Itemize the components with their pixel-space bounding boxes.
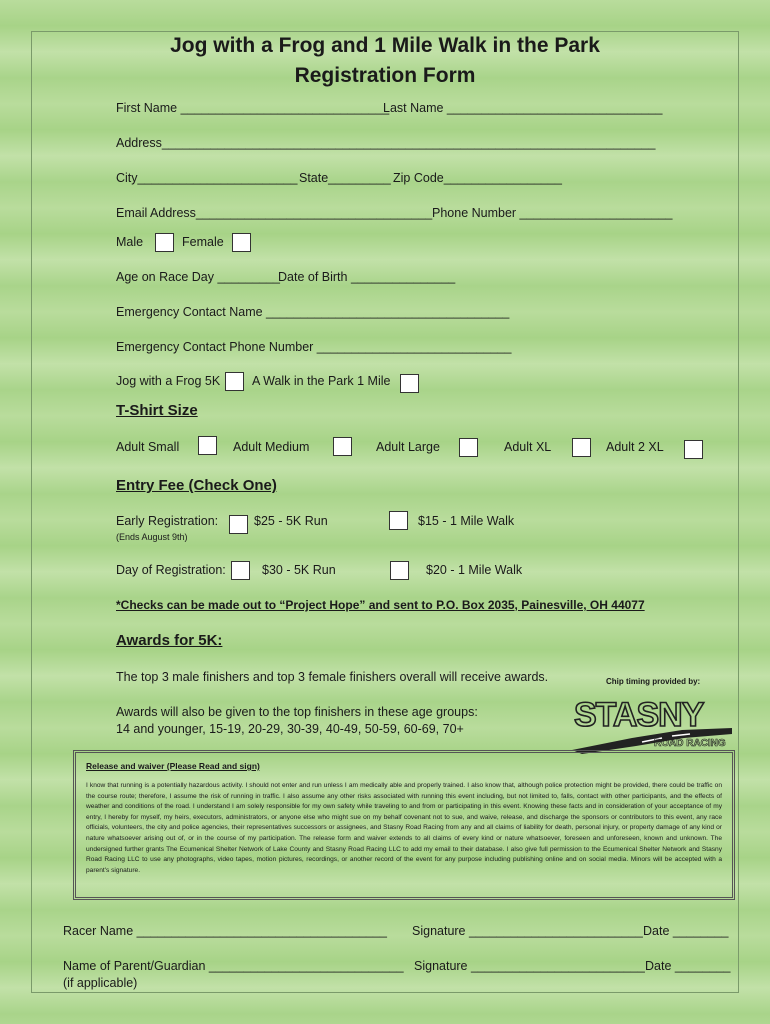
day-5k-checkbox[interactable]	[231, 561, 250, 580]
awards-age-groups: 14 and younger, 15-19, 20-29, 30-39, 40-49, 50-59, 60-69, 70+	[116, 722, 464, 736]
size-large-label: Adult Large	[376, 440, 440, 454]
awards-overall-text: The top 3 male finishers and top 3 female finishers overall will receive awards.	[116, 670, 549, 684]
walk-1mile-label: A Walk in the Park 1 Mile	[252, 374, 391, 388]
size-large-checkbox[interactable]	[459, 438, 478, 457]
first-name-field[interactable]: First Name ______________________________	[116, 101, 390, 115]
waiver-title: Release and waiver (Please Read and sign)	[86, 761, 260, 771]
phone-field[interactable]: Phone Number ______________________	[432, 206, 673, 220]
address-field[interactable]: Address_______________________________________________________________________	[116, 136, 656, 150]
entry-fee-heading: Entry Fee (Check One)	[116, 477, 277, 494]
early-5k-checkbox[interactable]	[229, 515, 248, 534]
stasny-logo-graphic	[572, 694, 732, 754]
svg-text:STASNY: STASNY	[574, 696, 704, 734]
size-xl-checkbox[interactable]	[572, 438, 591, 457]
size-2xl-label: Adult 2 XL	[606, 440, 664, 454]
release-waiver-box	[73, 750, 735, 900]
if-applicable-note: (if applicable)	[63, 976, 138, 990]
early-registration-note: (Ends August 9th)	[116, 532, 188, 542]
jog-5k-checkbox[interactable]	[225, 372, 244, 391]
age-field[interactable]: Age on Race Day _________	[116, 270, 281, 284]
waiver-text: I know that running is a potentially hazardous activity. I should not enter and run unless I am medically able and properly trained. I also know that, although police protection might be provided, there could be traffic on the course route; therefore, I assume the risk of running in traffic. I also assume any other risks associated with running this event including, but not limited to, falls, contact with other participants, and the effects of weather and conditions of the road. I understand I am solely responsible for my own safety while traveling to and from or participating in this event. Knowing these facts and in consideration of your acceptance of my entry, I hereby for myself, my heirs, executors, administrators, or anyone else who might sue on my behalf covenant not to sue, and waive, release, and discharge the sponsors or contributors to this event, any race officials, volunteers, the city and police agencies, their representatives successors or assignees, and Stasny Road Racing from any and all claims of liability for death, personal injury, or property damage of any kind or nature whatsoever arising out of, or in the course of my participation. The release form and waiver extends to all claims of every kind or nature whatsoever, foreseen and unforeseen, known and unknown. The undersigned further grants The Ecumenical Shelter Network of Lake County and Stasny Road Racing LLC to add my email to their database. I also give full permission to the Ecumenical Shelter Network and Stasny Road Racing LLC to use any photographs, video tapes, motion pictures, recordings, or another record of the event for any purpose including publishing online and on social media. Minors will be accepted with a parent's signature.	[86, 782, 722, 874]
size-medium-label: Adult Medium	[233, 440, 310, 454]
day-walk-checkbox[interactable]	[390, 561, 409, 580]
last-name-field[interactable]: Last Name _______________________________	[383, 101, 663, 115]
parent-name-field[interactable]: Name of Parent/Guardian ____________________________	[63, 959, 404, 973]
awards-heading: Awards for 5K:	[116, 632, 223, 649]
stasny-logo	[572, 694, 732, 754]
size-small-checkbox[interactable]	[198, 436, 217, 455]
racer-signature-field[interactable]: Signature _________________________	[412, 924, 643, 938]
awards-age-groups-intro: Awards will also be given to the top finishers in these age groups:	[116, 705, 478, 719]
emergency-contact-phone-field[interactable]: Emergency Contact Phone Number ____________________________	[116, 340, 512, 354]
parent-date-field[interactable]: Date ________	[645, 959, 731, 973]
zip-field[interactable]: Zip Code_________________	[393, 171, 562, 185]
emergency-contact-name-field[interactable]: Emergency Contact Name ___________________________________	[116, 305, 510, 319]
parent-signature-field[interactable]: Signature _________________________	[414, 959, 645, 973]
form-subtitle: Registration Form	[294, 64, 476, 87]
early-5k-label: $25 - 5K Run	[254, 514, 328, 528]
svg-text:ROAD RACING: ROAD RACING	[654, 738, 726, 749]
female-label: Female	[182, 235, 224, 249]
female-checkbox[interactable]	[232, 233, 251, 252]
early-registration-label: Early Registration:	[116, 514, 219, 528]
racer-name-field[interactable]: Racer Name ____________________________________	[63, 924, 387, 938]
checks-note: *Checks can be made out to “Project Hope” and sent to P.O. Box 2035, Painesville, OH 44077	[116, 598, 645, 612]
walk-1mile-checkbox[interactable]	[400, 374, 419, 393]
size-2xl-checkbox[interactable]	[684, 440, 703, 459]
size-medium-checkbox[interactable]	[333, 437, 352, 456]
day-registration-label: Day of Registration:	[116, 563, 226, 577]
racer-date-field[interactable]: Date ________	[643, 924, 729, 938]
early-walk-checkbox[interactable]	[389, 511, 408, 530]
city-field[interactable]: City_______________________	[116, 171, 298, 185]
chip-timing-text: Chip timing provided by:	[606, 677, 701, 686]
state-field[interactable]: State_________	[299, 171, 391, 185]
dob-field[interactable]: Date of Birth _______________	[278, 270, 456, 284]
day-5k-label: $30 - 5K Run	[262, 563, 336, 577]
male-checkbox[interactable]	[155, 233, 174, 252]
early-walk-label: $15 - 1 Mile Walk	[418, 514, 515, 528]
form-title: Jog with a Frog and 1 Mile Walk in the Park	[170, 34, 600, 57]
size-small-label: Adult Small	[116, 440, 180, 454]
jog-5k-label: Jog with a Frog 5K	[116, 374, 221, 388]
day-walk-label: $20 - 1 Mile Walk	[426, 563, 523, 577]
size-xl-label: Adult XL	[504, 440, 552, 454]
tshirt-heading: T-Shirt Size	[116, 402, 198, 419]
male-label: Male	[116, 235, 144, 249]
email-field[interactable]: Email Address__________________________________	[116, 206, 433, 220]
